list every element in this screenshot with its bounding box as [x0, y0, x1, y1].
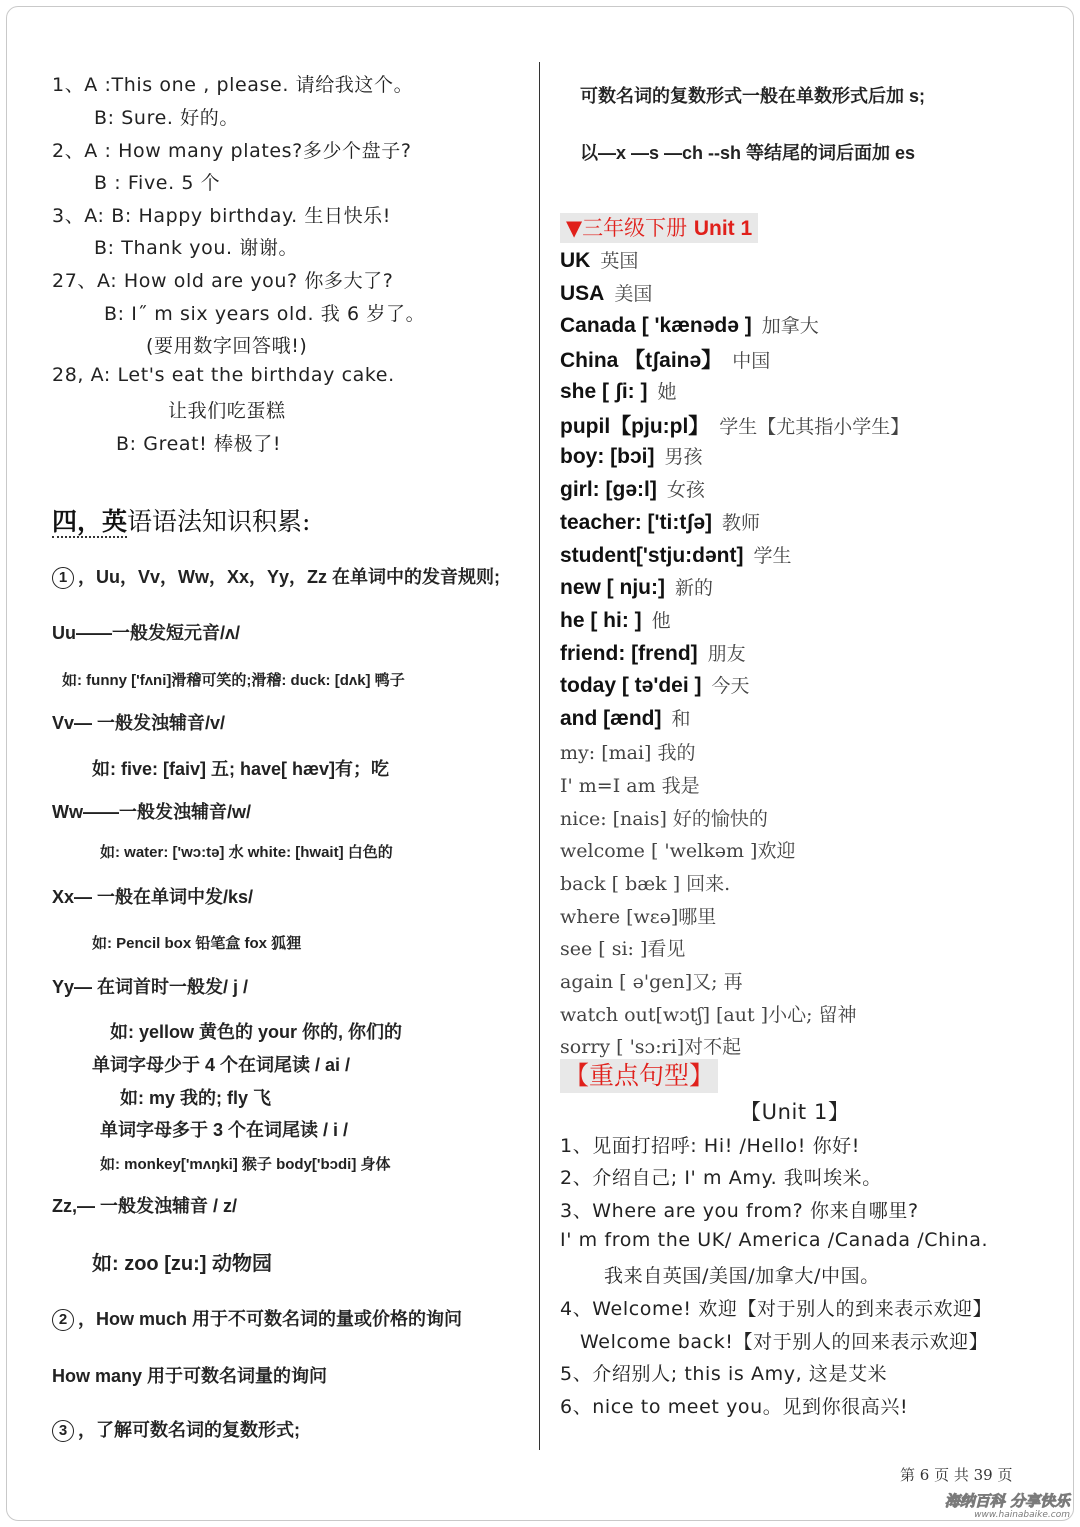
vocab-meaning: 他 [651, 610, 671, 632]
unit-heading: 【Unit 1】 [740, 1100, 850, 1124]
vocab-word: USA [560, 282, 605, 305]
vocab-meaning: 新的 [674, 577, 713, 599]
dialog-line: 让我们吃蛋糕 [168, 400, 286, 422]
page-footer: 第 6 页 共 39 页 [900, 1466, 1013, 1484]
vocab-word: she [ ʃi: ] [560, 380, 648, 403]
vocab-item [560, 311, 819, 338]
vocab-word: UK [560, 249, 591, 272]
vocab-item [560, 246, 638, 273]
circle-number: 1 [52, 567, 74, 589]
circle-number: 2 [52, 1309, 74, 1331]
dialog-line: 3、A: B: Happy birthday. 生日快乐! [52, 205, 391, 227]
ww-example: 如: water: ['wɔ:tə] 水 white: [hwait] 白色的 [100, 844, 393, 861]
vocab-word: today [ tə'dei ] [560, 674, 702, 697]
vocab-item-plain: where [wɛə]哪里 [560, 906, 717, 928]
column-divider [539, 62, 540, 1450]
vocab-item [560, 344, 770, 374]
vocab-meaning: 她 [657, 381, 677, 403]
key-sentence: 3、Where are you from? 你来自哪里? [560, 1200, 919, 1222]
dialog-line: (要用数字回答哦!) [146, 335, 308, 357]
vocab-word: pupil【pju:pl】 [560, 415, 710, 438]
section-title [52, 502, 310, 538]
vocab-meaning: 男孩 [664, 446, 703, 468]
uu-example: 如: funny ['fʌni]滑稽可笑的;滑稽: duck: [dʌk] 鸭子 [62, 672, 405, 689]
vocab-word: and [ænd] [560, 707, 662, 730]
vocab-word: student['stju:dənt] [560, 544, 744, 567]
vocab-word: new [ nju:] [560, 576, 665, 599]
vv-rule: Vv— 一般发浊辅音/v/ [52, 713, 226, 733]
rule-3 [52, 1416, 300, 1442]
yy-rule-3: 单词字母多于 3 个在词尾读 / i / [100, 1120, 349, 1140]
vocab-item-plain: again [ ə'gen]又; 再 [560, 971, 743, 993]
vocab-meaning: 女孩 [666, 479, 705, 501]
vocab-meaning: 教师 [722, 512, 761, 534]
yy-example: 如: yellow 黄色的 your 你的, 你们的 [110, 1022, 403, 1042]
dialog-line: B : Five. 5 个 [94, 172, 221, 194]
vocab-item [560, 508, 760, 535]
vocab-word: Canada [ 'kænədə ] [560, 314, 752, 337]
yy-example-3: 如: monkey['mʌŋki] 猴子 body['bɔdi] 身体 [100, 1156, 391, 1173]
zz-rule: Zz,— 一般发浊辅音 / z/ [52, 1196, 238, 1216]
vv-example: 如: five: [faiv] 五; have[ hæv]有；吃 [92, 759, 390, 779]
vocab-meaning: 今天 [711, 675, 750, 697]
vocab-item [560, 573, 713, 600]
vocab-item [560, 410, 909, 440]
rule-2-text: ，How much 用于不可数名词的量或价格的询问 [78, 1309, 463, 1329]
watermark-logo [900, 1491, 1072, 1519]
dialog-line: B: Great! 棒极了! [116, 433, 282, 455]
vocab-item [560, 639, 746, 666]
vocab-item [560, 606, 671, 633]
vocab-item-plain: back [ bæk ] 回来. [560, 873, 731, 895]
vocab-meaning: 中国 [732, 350, 771, 372]
vocab-meaning: 英国 [600, 250, 639, 272]
section-title-rest: 语语法知识积累: [127, 507, 311, 536]
key-sentence: 1、见面打招呼: Hi! /Hello! 你好! [560, 1135, 860, 1157]
yy-rule: Yy— 在词首时一般发/ j / [52, 977, 249, 997]
rule-2 [52, 1305, 462, 1331]
vocab-meaning: 学生【尤其指小学生】 [719, 416, 910, 438]
vocab-word: girl: [gə:l] [560, 478, 657, 501]
vocab-item [560, 279, 652, 306]
key-sentence: 4、Welcome! 欢迎【对于别人的到来表示欢迎】 [560, 1298, 993, 1320]
key-sentence: 5、介绍别人; this is Amy, 这是艾米 [560, 1363, 888, 1385]
vocab-word: friend: [frend] [560, 642, 698, 665]
xx-rule: Xx— 一般在单词中发/ks/ [52, 887, 254, 907]
vocab-item-plain: watch out[wɔtʃ] [aut ]小心; 留神 [560, 1004, 857, 1026]
unit-tag-prefix: ▼三年级下册 [566, 216, 694, 240]
vocab-item-plain: my: [mai] 我的 [560, 742, 696, 764]
key-sentence: 2、介绍自己; I' m Amy. 我叫埃米。 [560, 1167, 882, 1189]
vocab-word: China 【tʃainə】 [560, 349, 723, 372]
plural-rule-2: 以—x —s —ch --sh 等结尾的词后面加 es [580, 143, 916, 163]
dialog-line: 2、A : How many plates?多少个盘子? [52, 140, 412, 162]
dialog-line: 27、A: How old are you? 你多大了? [52, 270, 394, 292]
key-sentence: I' m from the UK/ America /Canada /China. [560, 1229, 989, 1251]
vocab-item [560, 475, 705, 502]
vocab-word: he [ hi: ] [560, 609, 642, 632]
rule-1-text: ，Uu，Vv，Ww，Xx，Yy，Zz 在单词中的发音规则; [78, 567, 501, 587]
vocab-item-plain: sorry [ 'sɔ:ri]对不起 [560, 1036, 742, 1058]
dialog-line: B: I˝ m six years old. 我 6 岁了。 [104, 303, 426, 325]
vocab-item-plain: see [ si: ]看见 [560, 938, 686, 960]
vocab-meaning: 朋友 [707, 643, 746, 665]
vocab-meaning: 和 [671, 708, 691, 730]
yy-example-2: 如: my 我的; fly 飞 [120, 1088, 272, 1108]
watermark-text: 海纳百科 分享快乐 [944, 1492, 1070, 1510]
zz-example: 如: zoo [zu:] 动物园 [92, 1253, 272, 1275]
xx-example: 如: Pencil box 铅笔盒 fox 狐狸 [92, 935, 302, 952]
key-sentences-tag: 【重点句型】 [560, 1059, 718, 1093]
vocab-item-plain: nice: [nais] 好的愉快的 [560, 808, 768, 830]
watermark-url: www.hainabaike.com [974, 1510, 1070, 1519]
ww-rule: Ww——一般发浊辅音/w/ [52, 802, 251, 822]
rule-3-text: ，了解可数名词的复数形式; [78, 1420, 300, 1440]
vocab-meaning: 加拿大 [761, 315, 819, 337]
vocab-item [560, 377, 677, 404]
vocab-item [560, 442, 703, 469]
vocab-item-plain: I' m=I am 我是 [560, 775, 700, 797]
dialog-line: B: Thank you. 谢谢。 [94, 237, 299, 259]
vocab-item [560, 671, 750, 698]
vocab-item [560, 704, 691, 731]
yy-rule-2: 单词字母少于 4 个在词尾读 / ai / [92, 1055, 351, 1075]
dialog-line: 28, A: Let's eat the birthday cake. [52, 364, 395, 386]
vocab-meaning: 学生 [753, 545, 792, 567]
vocab-meaning: 美国 [614, 283, 653, 305]
dialog-line: B: Sure. 好的。 [94, 107, 239, 129]
rule-2b: How many 用于可数名词量的询问 [52, 1366, 328, 1386]
uu-rule: Uu——一般发短元音/ʌ/ [52, 623, 241, 643]
vocab-item-plain: welcome [ 'welkəm ]欢迎 [560, 840, 796, 862]
key-sentence: Welcome back!【对于别人的回来表示欢迎】 [580, 1331, 989, 1353]
key-sentence: 我来自英国/美国/加拿大/中国。 [604, 1265, 880, 1287]
rule-1 [52, 563, 500, 589]
section-title-num: 四，英 [52, 508, 128, 536]
vocab-word: boy: [bɔi] [560, 445, 655, 468]
unit-tag-bold: Unit 1 [693, 217, 753, 240]
vocab-word: teacher: ['ti:tʃə] [560, 511, 713, 534]
plural-rule-1: 可数名词的复数形式一般在单数形式后加 s; [580, 86, 926, 106]
dialog-line: 1、A :This one , please. 请给我这个。 [52, 74, 414, 96]
vocab-item [560, 541, 791, 568]
unit-tag [560, 213, 758, 243]
circle-number: 3 [52, 1420, 74, 1442]
key-sentence: 6、nice to meet you。见到你很高兴! [560, 1396, 909, 1418]
